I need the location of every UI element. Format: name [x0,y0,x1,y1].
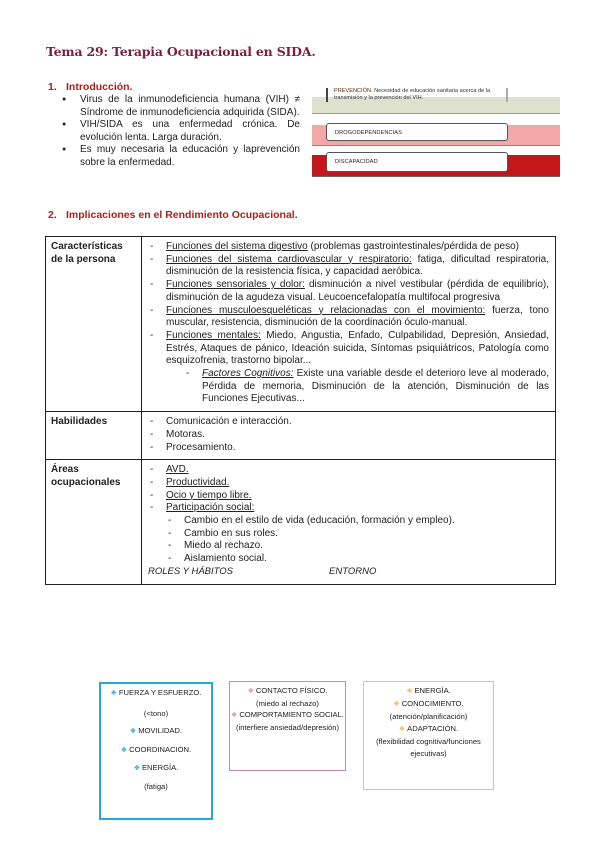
list-item [148,330,549,406]
list-item: - Cambio en sus roles. [166,528,549,541]
box-item: ❖ CONTACTO FÍSICO. [247,686,328,695]
diamond-bullet-icon: ❖ [110,690,117,697]
section-label: Introducción. [66,81,133,93]
box-item: ❖ CONOCIMIENTO. [393,699,464,708]
areas-list [148,464,549,566]
box-note: (flexibilidad cognitiva/funciones ejecutivas) [376,737,481,758]
table-row-habilidades [46,412,556,460]
row-label: Áreas ocupacionales [46,460,142,584]
item-text: Existe una variable desde el deterioro leve al moderado, Pérdida de memoria, Disminución de la atención, Disminución de las Funciones Ejecutivas... [202,368,549,405]
list-item: - Miedo al rechazo. [166,540,549,553]
diamond-bullet-icon: ❖ [398,726,406,733]
list-item: - AVD. [148,464,549,477]
diamond-bullet-icon: ❖ [120,746,128,754]
item-title: Funciones del sistema cardiovascular y respiratorio: [166,253,412,265]
box-note: (fatiga) [144,781,168,791]
diamond-bullet-icon: ❖ [129,728,137,735]
drogodependencias-label: DROGODEPENDENCIAS [326,123,508,141]
diamond-bullet-icon: ❖ [406,688,413,695]
diamond-bullet-icon: ❖ [247,688,254,695]
item-title: Funciones mentales: [166,329,261,341]
table-row-caracteristicas [46,237,556,412]
participacion-sublist [166,515,549,566]
row-label: Características de la persona [46,237,142,412]
section-label: Implicaciones en el Rendimiento Ocupacional. [66,209,298,221]
prevencion-description: Necesidad de educación sanitaria acerca de la transmisión y la prevención del VIH. [334,88,491,101]
prevencion-label [326,88,508,102]
occupational-performance-table [45,236,556,585]
habilidades-list [148,416,549,454]
box-item: ❖ COMPORTAMIENTO SOCIAL. [231,710,344,719]
row-content [142,460,556,584]
section-heading-introduccion [48,81,133,93]
box-item: ❖ COORDINACIÓN. [120,744,192,754]
diamond-bullet-icon: ❖ [133,765,140,772]
item-title: Funciones del sistema digestivo [166,241,308,252]
item-title: Participación social: [166,502,255,514]
section-number: 2. [48,209,57,221]
item-text: Miedo, Angustia, Enfado, Culpabilidad, Depresión, Ansiedad, Estrés, Ataques de pánico, Ideación suicida, Síntomas psiquiátricos, Patología como esquizofrenia, trastorno bipolar... [166,329,549,367]
box-note: (atención/planificación) [389,712,468,721]
list-item: - Comunicación e interacción. [148,416,549,429]
discapacidad-label: DISCAPACIDAD [326,152,508,172]
list-item: - Cambio en el estilo de vida (educación, formación y empleo). [166,515,549,528]
cognitive-sublist [184,368,549,406]
entorno-label: ENTORNO [329,565,377,577]
section-heading-implicaciones [48,209,298,221]
item-text: fatiga, dificultad respiratoria, disminución de la resistencia física, y capacidad aeróbica. [166,253,549,278]
row-content [142,412,556,460]
box-item: ❖ ENERGÍA. [406,686,451,695]
social-factors-box [229,681,346,771]
physical-factors-box [99,682,213,820]
intro-bullet: ● VIH/SIDA es una enfermedad crónica. De evolución lenta. Larga duración. [62,119,300,144]
box-note: (miedo al rechazo) [256,698,319,708]
item-title: Factores Cognitivos: [202,368,294,380]
cognitive-factors-box [363,681,494,790]
list-item [148,502,549,566]
list-item: - Productividad. [148,477,549,490]
item-title: Funciones musculoesqueléticas y relacionadas con el movimiento: [166,304,486,316]
item-text: disminución a nivel vestibular (pérdida de equilibrio), disminución de la agudeza visual. Leucoencefalopatía multifocal progresiva [166,279,550,303]
caracteristicas-list [148,241,549,406]
box-item: ❖ ENERGÍA. [133,763,179,772]
list-item [148,279,549,304]
diamond-bullet-icon: ❖ [231,712,238,719]
box-item: ❖ ADAPTACIÓN. [398,724,459,733]
item-text: (problemas gastrointestinales/pérdida de peso) [307,241,519,252]
row-label: Habilidades [46,412,142,460]
list-item: - Motoras. [148,429,549,442]
prevencion-title: PREVENCIÓN. [334,88,373,94]
list-item [184,368,549,406]
intro-bullet: ● Es muy necesaria la educación y laprevención sobre la enfermedad. [62,144,300,169]
list-item [148,254,549,279]
list-item [148,305,549,330]
box-item: ❖ FUERZA Y ESFUERZO. [110,688,202,697]
list-item: - Ocio y tiempo libre. [148,490,549,503]
section-number: 1. [48,81,57,93]
item-title: Funciones sensoriales y dolor: [166,279,305,291]
diamond-bullet-icon: ❖ [393,701,400,708]
list-item: - Procesamiento. [148,442,549,455]
list-item: - Aislamiento social. [166,553,549,566]
roles-entorno-line [148,566,549,579]
document-title: Tema 29: Terapia Ocupacional en SIDA. [46,44,316,59]
row-content [142,237,556,412]
intro-bullet-list [62,94,300,169]
box-note: (interfiere ansiedad/depresión) [236,722,339,732]
list-item [148,241,549,254]
item-text: fuerza, tono muscular, resistencia, disminución de la coordinación óculo-manual. [166,304,549,329]
box-item: ❖ MOVILIDAD. [129,726,183,735]
table-row-areas [46,460,556,584]
roles-habitos-label: ROLES Y HÁBITOS [148,565,234,577]
intro-bullet: ● Virus de la inmunodeficiencia humana (VIH) ≠ Síndrome de inmunodeficiencia adquirida (SIDA). [62,94,300,119]
box-note: (<tono) [143,708,169,718]
